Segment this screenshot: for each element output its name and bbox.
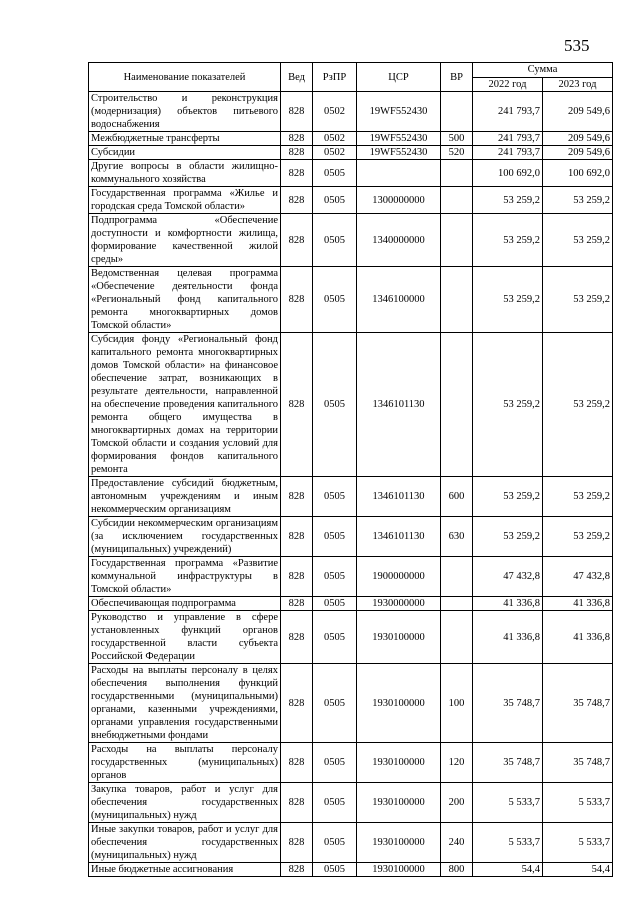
header-year-2022: 2022 год	[473, 77, 543, 92]
row-vr-cell	[441, 597, 473, 611]
row-vr-cell	[441, 333, 473, 477]
row-ved-cell: 828	[281, 823, 313, 863]
row-rzpr-cell: 0505	[313, 557, 357, 597]
row-sum-2022-cell: 53 259,2	[473, 333, 543, 477]
table-row	[89, 743, 613, 783]
row-name-cell: Государственная программа «Жилье и городская среда Томской области»	[89, 187, 281, 214]
row-csr-cell: 1346100000	[357, 267, 441, 333]
row-sum-2023-cell: 100 692,0	[543, 160, 613, 187]
row-rzpr-cell: 0502	[313, 132, 357, 146]
row-ved-cell: 828	[281, 557, 313, 597]
row-csr-cell: 1930100000	[357, 823, 441, 863]
row-sum-2022-cell: 5 533,7	[473, 783, 543, 823]
row-sum-2023-cell: 54,4	[543, 863, 613, 877]
row-ved-cell: 828	[281, 146, 313, 160]
row-rzpr-cell: 0505	[313, 267, 357, 333]
table-row	[89, 597, 613, 611]
row-vr-cell	[441, 160, 473, 187]
row-ved-cell: 828	[281, 92, 313, 132]
row-sum-2022-cell: 41 336,8	[473, 597, 543, 611]
table-row	[89, 823, 613, 863]
row-rzpr-cell: 0505	[313, 664, 357, 743]
row-sum-2022-cell: 41 336,8	[473, 611, 543, 664]
row-ved-cell: 828	[281, 783, 313, 823]
row-sum-2022-cell: 241 793,7	[473, 146, 543, 160]
row-name-cell: Предоставление субсидий бюджетным, автономным учреждениям и иным некоммерческим организациям	[89, 477, 281, 517]
row-vr-cell	[441, 214, 473, 267]
row-sum-2022-cell: 53 259,2	[473, 477, 543, 517]
row-vr-cell: 600	[441, 477, 473, 517]
row-name-cell: Иные бюджетные ассигнования	[89, 863, 281, 877]
row-name-cell: Руководство и управление в сфере установленных функций органов государственной власти субъекта Российской Федерации	[89, 611, 281, 664]
header-name: Наименование показателей	[89, 63, 281, 92]
row-csr-cell: 1930100000	[357, 783, 441, 823]
row-csr-cell: 1930100000	[357, 743, 441, 783]
row-ved-cell: 828	[281, 214, 313, 267]
row-sum-2022-cell: 241 793,7	[473, 92, 543, 132]
row-sum-2023-cell: 53 259,2	[543, 477, 613, 517]
row-vr-cell	[441, 267, 473, 333]
table-row	[89, 267, 613, 333]
row-csr-cell: 1930100000	[357, 611, 441, 664]
table-row	[89, 477, 613, 517]
row-rzpr-cell: 0505	[313, 863, 357, 877]
row-csr-cell: 1346101130	[357, 477, 441, 517]
row-rzpr-cell: 0505	[313, 743, 357, 783]
row-name-cell: Государственная программа «Развитие коммунальной инфраструктуры в Томской области»	[89, 557, 281, 597]
header-ved: Вед	[281, 63, 313, 92]
row-rzpr-cell: 0505	[313, 160, 357, 187]
row-vr-cell: 120	[441, 743, 473, 783]
row-ved-cell: 828	[281, 611, 313, 664]
row-csr-cell	[357, 160, 441, 187]
row-vr-cell: 100	[441, 664, 473, 743]
row-vr-cell: 630	[441, 517, 473, 557]
row-name-cell: Строительство и реконструкция (модернизация) объектов питьевого водоснабжения	[89, 92, 281, 132]
row-ved-cell: 828	[281, 132, 313, 146]
row-ved-cell: 828	[281, 597, 313, 611]
row-name-cell: Подпрограмма «Обеспечение доступности и комфортности жилища, формирование качественной жилой среды»	[89, 214, 281, 267]
row-ved-cell: 828	[281, 160, 313, 187]
row-rzpr-cell: 0505	[313, 477, 357, 517]
row-name-cell: Обеспечивающая подпрограмма	[89, 597, 281, 611]
table-row	[89, 557, 613, 597]
row-sum-2023-cell: 47 432,8	[543, 557, 613, 597]
header-row	[89, 63, 613, 78]
row-vr-cell	[441, 557, 473, 597]
row-csr-cell: 1340000000	[357, 214, 441, 267]
table-row	[89, 187, 613, 214]
row-sum-2022-cell: 47 432,8	[473, 557, 543, 597]
row-sum-2022-cell: 35 748,7	[473, 743, 543, 783]
row-csr-cell: 1930000000	[357, 597, 441, 611]
row-vr-cell: 800	[441, 863, 473, 877]
row-ved-cell: 828	[281, 333, 313, 477]
row-sum-2023-cell: 41 336,8	[543, 597, 613, 611]
row-ved-cell: 828	[281, 187, 313, 214]
row-vr-cell: 500	[441, 132, 473, 146]
table-row	[89, 664, 613, 743]
row-name-cell: Закупка товаров, работ и услуг для обеспечения государственных (муниципальных) нужд	[89, 783, 281, 823]
row-sum-2022-cell: 35 748,7	[473, 664, 543, 743]
row-name-cell: Другие вопросы в области жилищно-коммунального хозяйства	[89, 160, 281, 187]
row-sum-2022-cell: 53 259,2	[473, 214, 543, 267]
table-row	[89, 214, 613, 267]
row-sum-2023-cell: 53 259,2	[543, 214, 613, 267]
row-name-cell: Субсидии некоммерческим организациям (за исключением государственных (муниципальных) учреждений)	[89, 517, 281, 557]
table-row	[89, 92, 613, 132]
row-sum-2022-cell: 53 259,2	[473, 517, 543, 557]
row-sum-2023-cell: 5 533,7	[543, 783, 613, 823]
budget-table	[88, 62, 613, 877]
row-rzpr-cell: 0505	[313, 214, 357, 267]
row-sum-2023-cell: 53 259,2	[543, 333, 613, 477]
row-sum-2022-cell: 53 259,2	[473, 267, 543, 333]
table-row	[89, 783, 613, 823]
row-rzpr-cell: 0505	[313, 611, 357, 664]
row-rzpr-cell: 0505	[313, 517, 357, 557]
table-row	[89, 132, 613, 146]
row-vr-cell	[441, 611, 473, 664]
row-csr-cell: 1930100000	[357, 863, 441, 877]
row-sum-2022-cell: 100 692,0	[473, 160, 543, 187]
table-row	[89, 160, 613, 187]
header-csr: ЦСР	[357, 63, 441, 92]
row-csr-cell: 1900000000	[357, 557, 441, 597]
table-row	[89, 611, 613, 664]
row-ved-cell: 828	[281, 517, 313, 557]
row-sum-2023-cell: 209 549,6	[543, 92, 613, 132]
row-ved-cell: 828	[281, 743, 313, 783]
row-sum-2023-cell: 53 259,2	[543, 187, 613, 214]
table-row	[89, 146, 613, 160]
page-number: 535	[564, 36, 590, 55]
row-csr-cell: 19WF552430	[357, 132, 441, 146]
row-rzpr-cell: 0505	[313, 333, 357, 477]
row-rzpr-cell: 0505	[313, 187, 357, 214]
row-sum-2022-cell: 54,4	[473, 863, 543, 877]
row-rzpr-cell: 0505	[313, 597, 357, 611]
row-vr-cell: 240	[441, 823, 473, 863]
row-csr-cell: 1300000000	[357, 187, 441, 214]
table-row	[89, 517, 613, 557]
row-ved-cell: 828	[281, 267, 313, 333]
row-vr-cell: 520	[441, 146, 473, 160]
row-sum-2023-cell: 53 259,2	[543, 517, 613, 557]
row-sum-2023-cell: 209 549,6	[543, 132, 613, 146]
row-rzpr-cell: 0502	[313, 146, 357, 160]
row-sum-2022-cell: 5 533,7	[473, 823, 543, 863]
row-ved-cell: 828	[281, 863, 313, 877]
row-ved-cell: 828	[281, 477, 313, 517]
table-row	[89, 333, 613, 477]
row-ved-cell: 828	[281, 664, 313, 743]
row-sum-2023-cell: 209 549,6	[543, 146, 613, 160]
row-rzpr-cell: 0505	[313, 823, 357, 863]
row-sum-2023-cell: 53 259,2	[543, 267, 613, 333]
table-row	[89, 863, 613, 877]
header-rzpr: РзПР	[313, 63, 357, 92]
row-csr-cell: 1346101130	[357, 333, 441, 477]
row-sum-2023-cell: 5 533,7	[543, 823, 613, 863]
row-sum-2023-cell: 35 748,7	[543, 743, 613, 783]
row-name-cell: Иные закупки товаров, работ и услуг для обеспечения государственных (муниципальных) нужд	[89, 823, 281, 863]
header-sum: Сумма	[473, 63, 613, 78]
row-vr-cell: 200	[441, 783, 473, 823]
row-rzpr-cell: 0502	[313, 92, 357, 132]
row-sum-2022-cell: 241 793,7	[473, 132, 543, 146]
row-csr-cell: 1930100000	[357, 664, 441, 743]
row-name-cell: Расходы на выплаты персоналу в целях обеспечения выполнения функций государственными (муниципальными) органами, казенными учреждениями, органами управления государственными внебюджетными фондами	[89, 664, 281, 743]
table-body	[89, 92, 613, 877]
row-csr-cell: 1346101130	[357, 517, 441, 557]
row-name-cell: Межбюджетные трансферты	[89, 132, 281, 146]
header-year-2023: 2023 год	[543, 77, 613, 92]
row-csr-cell: 19WF552430	[357, 92, 441, 132]
header-vr: ВР	[441, 63, 473, 92]
row-rzpr-cell: 0505	[313, 783, 357, 823]
row-sum-2023-cell: 41 336,8	[543, 611, 613, 664]
row-name-cell: Расходы на выплаты персоналу государственных (муниципальных) органов	[89, 743, 281, 783]
row-name-cell: Субсидия фонду «Региональный фонд капитального ремонта многоквартирных домов Томской области» на финансовое обеспечение затрат, возникающих в результате деятельности, направленной на обеспечение проведения капитального ремонта общего имущества в многоквартирных домах на территории Томской области и создания условий для формирования фондов капитального ремонта	[89, 333, 281, 477]
row-vr-cell	[441, 92, 473, 132]
row-sum-2022-cell: 53 259,2	[473, 187, 543, 214]
row-vr-cell	[441, 187, 473, 214]
row-name-cell: Субсидии	[89, 146, 281, 160]
row-name-cell: Ведомственная целевая программа «Обеспечение деятельности фонда «Региональный фонд капитального ремонта многоквартирных домов Томской области»	[89, 267, 281, 333]
row-csr-cell: 19WF552430	[357, 146, 441, 160]
row-sum-2023-cell: 35 748,7	[543, 664, 613, 743]
